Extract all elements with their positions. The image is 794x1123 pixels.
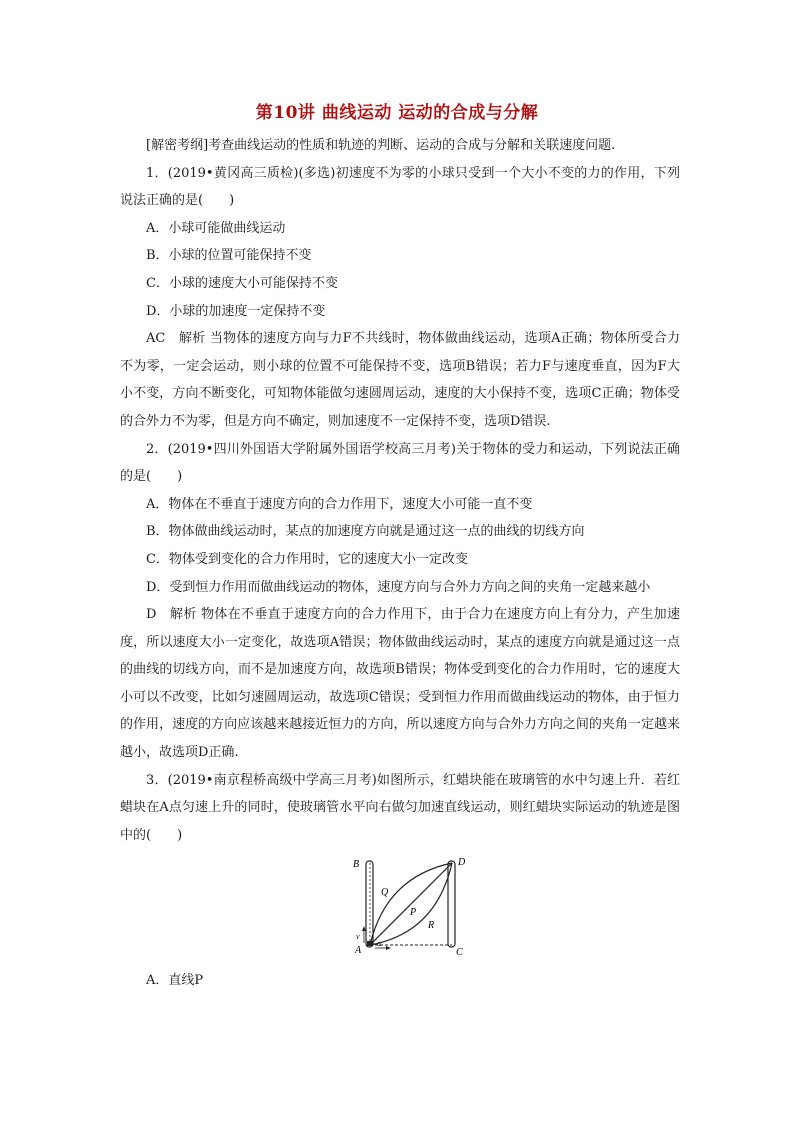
label-r: R [428, 920, 435, 932]
question-2-option-d: D．受到恒力作用而做曲线运动的物体，速度方向与合外力方向之间的夹角一定越来越小 [146, 579, 651, 595]
question-1-stem: 1．(2019•黄冈高三质检)(多选)初速度不为零的小球只受到一个大小不变的力的作用，下列说法正确的是( ) [120, 165, 680, 209]
label-b: B [353, 859, 360, 871]
label-p: P [410, 907, 417, 919]
left-glass-tube [366, 861, 373, 947]
question-1-option-a: A．小球可能做曲线运动 [146, 220, 286, 236]
question-2-option-b: B．物体做曲线运动时，某点的加速度方向就是通过这一点的曲线的切线方向 [146, 524, 585, 540]
velocity-arrowhead [362, 926, 366, 931]
question-1-option-d: D．小球的加速度一定保持不变 [146, 303, 326, 319]
question-1-option-b: B．小球的位置可能保持不变 [146, 248, 312, 264]
trajectory-p [370, 863, 452, 945]
question-2-option-c: C．物体受到变化的合力作用时，它的速度大小一定改变 [146, 551, 468, 567]
question-2-stem: 2．(2019•四川外国语大学附属外国语学校高三月考)关于物体的受力和运动，下列说法正确的是( ) [120, 441, 680, 485]
wax-block [367, 941, 373, 946]
question-2-option-a: A．物体在不垂直于速度方向的合力作用下，速度大小可能一直不变 [146, 496, 533, 512]
label-a-accel: a [377, 939, 381, 949]
intro-paragraph: [解密考纲]考查曲线运动的性质和轨迹的判断、运动的合成与分解和关联速度问题. [146, 138, 616, 153]
label-d: D [458, 857, 466, 869]
question-1-analysis: AC 解析 当物体的速度方向与力F不共线时，物体做曲线运动，选项A正确；物体所受合力不为零，一定会运动，则小球的位置不可能保持不变，选项B错误；若力F与速度垂直，因为F大小不变，方向不断变化，可知物体能做匀速圆周运动，速度的大小保持不变，选项C正确；物体受的合外力不为零，但是方向不确定，则加速度不一定保持不变，选项D错误. [120, 331, 680, 429]
question-2-analysis: D 解析 物体在不垂直于速度方向的合力作用下，由于合力在速度方向上有分力，产生加速度，所以速度大小一定变化，故选项A错误；物体做曲线运动时，某点的速度方向就是通过这一点的曲线的切线方向，而不是加速度方向，故选项B错误；物体受到变化的合力作用时，它的速度大小可以不改变，比如匀速圆周运动，故选项C错误；受到恒力作用而做曲线运动的物体，由于恒力的作用，速度的方向应该越来越接近恒力的方向，所以速度方向与合外力方向之间的夹角一定越来越小，故选项D正确. [120, 607, 680, 761]
question-3-option-a: A．直线P [146, 973, 204, 989]
label-q: Q [381, 887, 389, 899]
question-3-stem: 3．(2019•南京程桥高级中学高三月考)如图所示，红蜡块能在玻璃管的水中匀速上升．若红蜡块在A点匀速上升的同时，使玻璃管水平向右做匀加速直线运动，则红蜡块实际运动的轨迹是图中的( ) [120, 772, 680, 843]
label-a-point: A [355, 945, 362, 957]
acceleration-arrowhead [386, 946, 391, 950]
page-title: 第10讲 曲线运动 运动的合成与分解 [255, 103, 539, 123]
label-v: v [356, 932, 360, 942]
question-1-option-c: C．小球的速度大小可能保持不变 [146, 275, 338, 291]
glass-tube-trajectory-figure [350, 855, 475, 963]
document-body [120, 132, 680, 995]
label-c: C [456, 947, 463, 959]
